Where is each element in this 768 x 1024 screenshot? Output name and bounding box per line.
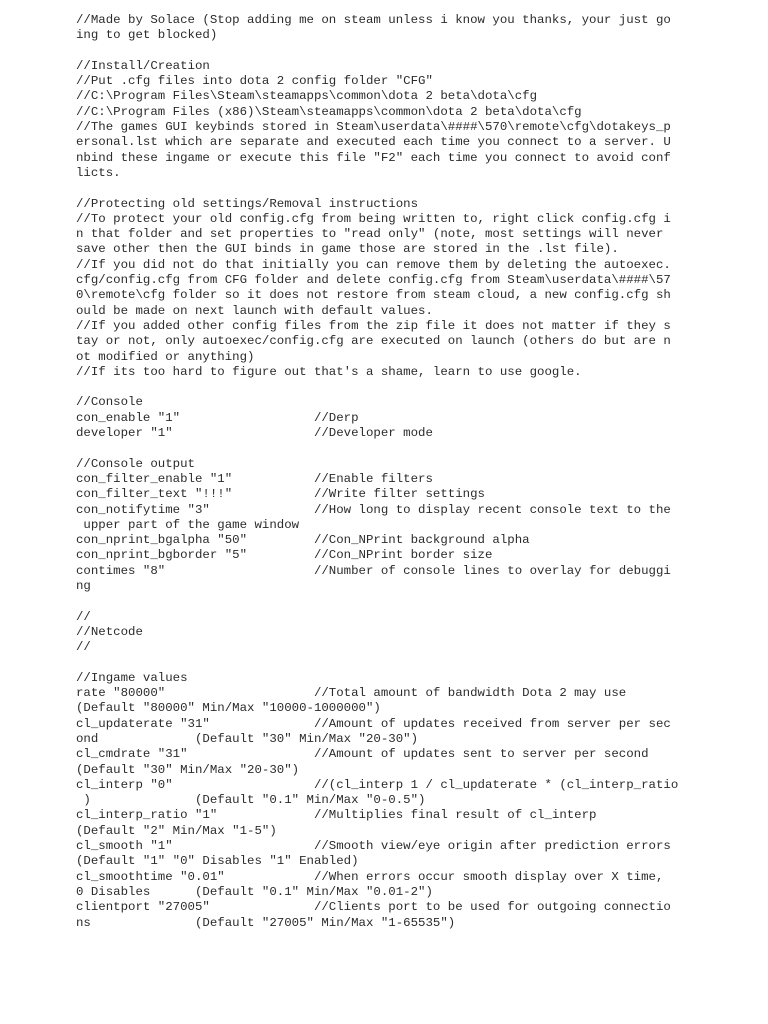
text-line: con_nprint_bgborder "5" //Con_NPrint border size — [76, 548, 493, 563]
text-line: //If you added other config files from the zip file it does not matter if they s — [76, 318, 671, 333]
text-line: con_filter_text "!!!" //Write filter settings — [76, 487, 485, 502]
text-line — [76, 594, 696, 609]
text-line: cfg/config.cfg from CFG folder and delete config.cfg from Steam\userdata\####\57 — [76, 273, 671, 288]
text-line: //To protect your old config.cfg from being written to, right click config.cfg i — [76, 211, 671, 226]
text-line: con_filter_enable "1" //Enable filters — [76, 471, 433, 486]
text-line: (Default "80000" Min/Max "10000-1000000") — [76, 701, 381, 716]
text-line: con_notifytime "3" //How long to display recent console text to the — [76, 502, 671, 517]
text-line: 0\remote\cfg folder so it does not restore from steam cloud, a new config.cfg sh — [76, 288, 671, 303]
text-line — [76, 655, 696, 670]
text-line: cl_cmdrate "31" //Amount of updates sent to server per second — [76, 747, 649, 762]
text-line: ) (Default "0.1" Min/Max "0-0.5") — [76, 793, 426, 808]
text-line: cl_smoothtime "0.01" //When errors occur smooth display over X time, — [76, 869, 664, 884]
text-line: ersonal.lst which are separate and executed each time you connect to a server. U — [76, 135, 671, 150]
text-line: licts. — [76, 165, 121, 180]
text-line: ould be made on next launch with default values. — [76, 303, 433, 318]
text-line: cl_interp_ratio "1" //Multiplies final result of cl_interp — [76, 808, 597, 823]
text-line: //Install/Creation — [76, 58, 210, 73]
text-line: clientport "27005" //Clients port to be used for outgoing connectio — [76, 900, 671, 915]
text-line: ng — [76, 578, 91, 593]
text-line: //Ingame values — [76, 670, 188, 685]
text-line: //The games GUI keybinds stored in Steam\userdata\####\570\remote\cfg\dotakeys_p — [76, 120, 671, 135]
text-line: ond (Default "30" Min/Max "20-30") — [76, 731, 419, 746]
text-line: //Netcode — [76, 624, 143, 639]
text-line: cl_smooth "1" //Smooth view/eye origin after prediction errors — [76, 839, 671, 854]
text-line: //If its too hard to figure out that's a shame, learn to use google. — [76, 364, 582, 379]
text-line: nbind these ingame or execute this file "F2" each time you connect to avoid conf — [76, 150, 671, 165]
text-line: contimes "8" //Number of console lines to overlay for debuggi — [76, 563, 671, 578]
config-text-document — [76, 13, 696, 931]
text-line: cl_interp "0" //(cl_interp 1 / cl_updaterate * (cl_interp_ratio — [76, 777, 679, 792]
text-line: cl_updaterate "31" //Amount of updates received from server per sec — [76, 716, 671, 731]
text-line: ns (Default "27005" Min/Max "1-65535") — [76, 915, 456, 930]
text-line — [76, 380, 696, 395]
text-line: (Default "2" Min/Max "1-5") — [76, 823, 277, 838]
text-line: // — [76, 640, 91, 655]
text-line: //Made by Solace (Stop adding me on steam unless i know you thanks, your just go — [76, 13, 671, 27]
text-line: con_enable "1" //Derp — [76, 410, 359, 425]
text-line: //Console output — [76, 456, 195, 471]
text-line: developer "1" //Developer mode — [76, 426, 433, 441]
text-line — [76, 181, 696, 196]
text-line: (Default "1" "0" Disables "1" Enabled) — [76, 854, 359, 869]
text-line: //Console — [76, 395, 143, 410]
text-line: //If you did not do that initially you can remove them by deleting the autoexec. — [76, 257, 671, 272]
text-line: (Default "30" Min/Max "20-30") — [76, 762, 300, 777]
text-line: 0 Disables (Default "0.1" Min/Max "0.01-2") — [76, 884, 433, 899]
text-line: //C:\Program Files (x86)\Steam\steamapps\common\dota 2 beta\dota\cfg — [76, 104, 582, 119]
text-line: rate "80000" //Total amount of bandwidth Dota 2 may use — [76, 686, 627, 701]
text-line: //C:\Program Files\Steam\steamapps\common\dota 2 beta\dota\cfg — [76, 89, 538, 104]
text-line: //Protecting old settings/Removal instructions — [76, 196, 419, 211]
text-line: upper part of the game window — [76, 517, 300, 532]
text-line: con_nprint_bgalpha "50" //Con_NPrint background alpha — [76, 533, 530, 548]
text-line: save other then the GUI binds in game those are stored in the .lst file). — [76, 242, 619, 257]
text-line — [76, 441, 696, 456]
text-line: tay or not, only autoexec/config.cfg are executed on launch (others do but are n — [76, 334, 671, 349]
text-line: //Put .cfg files into dota 2 config folder "CFG" — [76, 74, 433, 89]
text-line — [76, 44, 696, 59]
text-line: ing to get blocked) — [76, 28, 218, 43]
text-line: // — [76, 609, 91, 624]
text-line: n that folder and set properties to "read only" (note, most settings will never — [76, 227, 664, 242]
text-line: ot modified or anything) — [76, 349, 255, 364]
